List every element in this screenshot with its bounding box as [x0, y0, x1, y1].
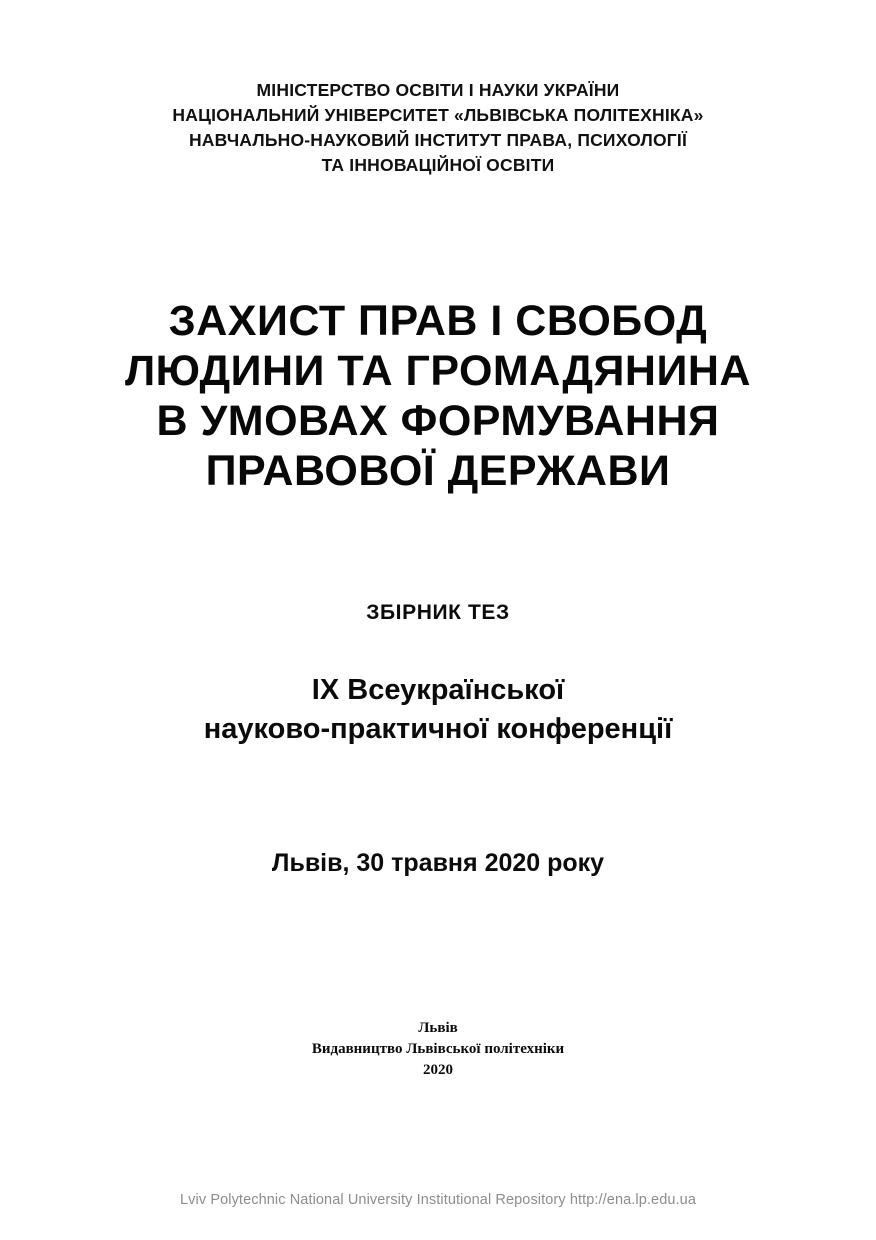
title-line-1: ЗАХИСТ ПРАВ І СВОБОД: [168, 297, 708, 346]
title-line-3: В УМОВАХ ФОРМУВАННЯ: [156, 397, 720, 446]
conference-block: [204, 671, 673, 749]
organization-line-institute-2: ТА ІННОВАЦІЙНОЇ ОСВІТИ: [321, 154, 555, 175]
imprint-city: Львів: [418, 1019, 458, 1036]
title-line-2: ЛЮДИНИ ТА ГРОМАДЯНИНА: [125, 347, 751, 396]
title-line-4: ПРАВОВОЇ ДЕРЖАВИ: [205, 447, 671, 495]
repository-stamp: Lviv Polytechnic National University Institutional Repository http://ena.lp.edu.ua: [180, 1192, 696, 1208]
collection-label: ЗБІРНИК ТЕЗ: [366, 600, 510, 624]
place-and-date: Львів, 30 травня 2020 року: [271, 848, 605, 877]
organization-line-university: НАЦІОНАЛЬНИЙ УНІВЕРСИТЕТ «ЛЬВІВСЬКА ПОЛІТЕХНІКА»: [172, 104, 704, 125]
organization-line-ministry: МІНІСТЕРСТВО ОСВІТИ І НАУКИ УКРАЇНИ: [256, 80, 620, 100]
imprint-publisher: Видавництво Львівської політехніки: [311, 1040, 565, 1057]
imprint-year: 2020: [423, 1062, 453, 1079]
imprint-block: [312, 1018, 564, 1082]
conference-type: науково-практичної конференції: [203, 712, 673, 745]
page-title: [125, 297, 751, 497]
conference-ordinal: IX Всеукраїнської: [311, 673, 565, 706]
organization-line-institute-1: НАВЧАЛЬНО-НАУКОВИЙ ІНСТИТУТ ПРАВА, ПСИХОЛОГІЇ: [188, 129, 688, 150]
organization-block: [172, 78, 703, 177]
